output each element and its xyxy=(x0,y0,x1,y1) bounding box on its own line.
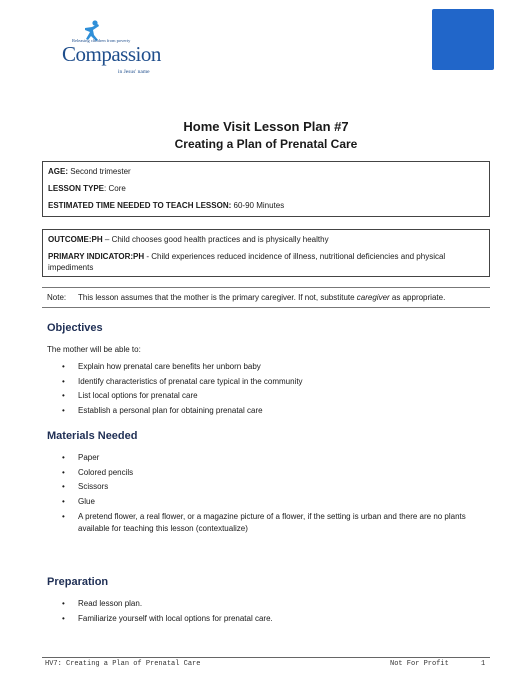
footer-title: HV7: Creating a Plan of Prenatal Care xyxy=(45,660,201,668)
age-value: Second trimester xyxy=(68,167,131,176)
page-footer xyxy=(42,657,490,668)
age-line xyxy=(48,166,484,177)
logo-tagline: Releasing children from poverty xyxy=(72,38,131,43)
page-number: 1 xyxy=(481,660,486,668)
note-label: Note: xyxy=(47,293,67,302)
blue-square-graphic xyxy=(432,9,494,70)
page-title: Home Visit Lesson Plan #7 xyxy=(183,119,349,134)
list-item: • A pretend flower, a real flower, or a magazine picture of a flower, if the setting is urban and there are no plants available for teaching this lesson (contextualize) xyxy=(62,511,492,535)
lesson-type-value: : Core xyxy=(104,184,126,193)
time-line xyxy=(48,200,484,211)
logo-wordmark: Compassion xyxy=(62,42,161,66)
list-item: • Glue xyxy=(62,497,492,507)
page-subtitle: Creating a Plan of Prenatal Care xyxy=(174,137,358,151)
lesson-type-label: LESSON TYPE xyxy=(48,184,105,193)
time-value: 60-90 Minutes xyxy=(231,201,285,210)
materials-heading: Materials Needed xyxy=(47,430,138,442)
compassion-logo xyxy=(62,20,172,75)
list-item: • Paper xyxy=(62,453,492,463)
lesson-info-box xyxy=(42,161,490,217)
indicator-value: - Child experiences reduced incidence of illness, nutritional deficiencies and physical impediments xyxy=(48,252,446,272)
outcome-label: OUTCOME:PH xyxy=(48,235,103,244)
outcome-line xyxy=(48,234,484,245)
age-label: AGE: xyxy=(48,167,68,176)
list-item: • List local options for prenatal care xyxy=(62,391,492,401)
materials-list xyxy=(62,453,492,540)
preparation-list xyxy=(62,599,492,628)
time-label: ESTIMATED TIME NEEDED TO TEACH LESSON: xyxy=(48,201,232,210)
note-bar xyxy=(42,287,490,308)
outcome-value: – Child chooses good health practices and is physically healthy xyxy=(102,235,329,244)
list-item: • Explain how prenatal care benefits her unborn baby xyxy=(62,362,492,372)
note-text-after: as appropriate. xyxy=(389,293,446,302)
preparation-heading: Preparation xyxy=(47,576,109,588)
note-text xyxy=(78,292,445,303)
logo-subtitle: in Jesus' name xyxy=(118,69,150,75)
list-item: • Scissors xyxy=(62,482,492,492)
lesson-type-line xyxy=(48,183,484,194)
outcome-box xyxy=(42,229,490,277)
list-item: • Establish a personal plan for obtaining prenatal care xyxy=(62,406,492,416)
list-item: • Identify characteristics of prenatal care typical in the community xyxy=(62,377,492,387)
objectives-heading: Objectives xyxy=(47,322,103,334)
list-item: • Familiarize yourself with local options for prenatal care. xyxy=(62,614,492,624)
list-item: • Colored pencils xyxy=(62,468,492,478)
objectives-intro: The mother will be able to: xyxy=(47,345,141,354)
indicator-line xyxy=(48,251,484,273)
note-text-emphasis: caregiver xyxy=(356,293,390,302)
note-text-before: This lesson assumes that the mother is the primary caregiver. If not, substitute xyxy=(78,293,357,302)
footer-notice: Not For Profit xyxy=(390,660,449,668)
objectives-list xyxy=(62,362,492,420)
indicator-label: PRIMARY INDICATOR:PH xyxy=(48,252,145,261)
list-item: • Read lesson plan. xyxy=(62,599,492,609)
